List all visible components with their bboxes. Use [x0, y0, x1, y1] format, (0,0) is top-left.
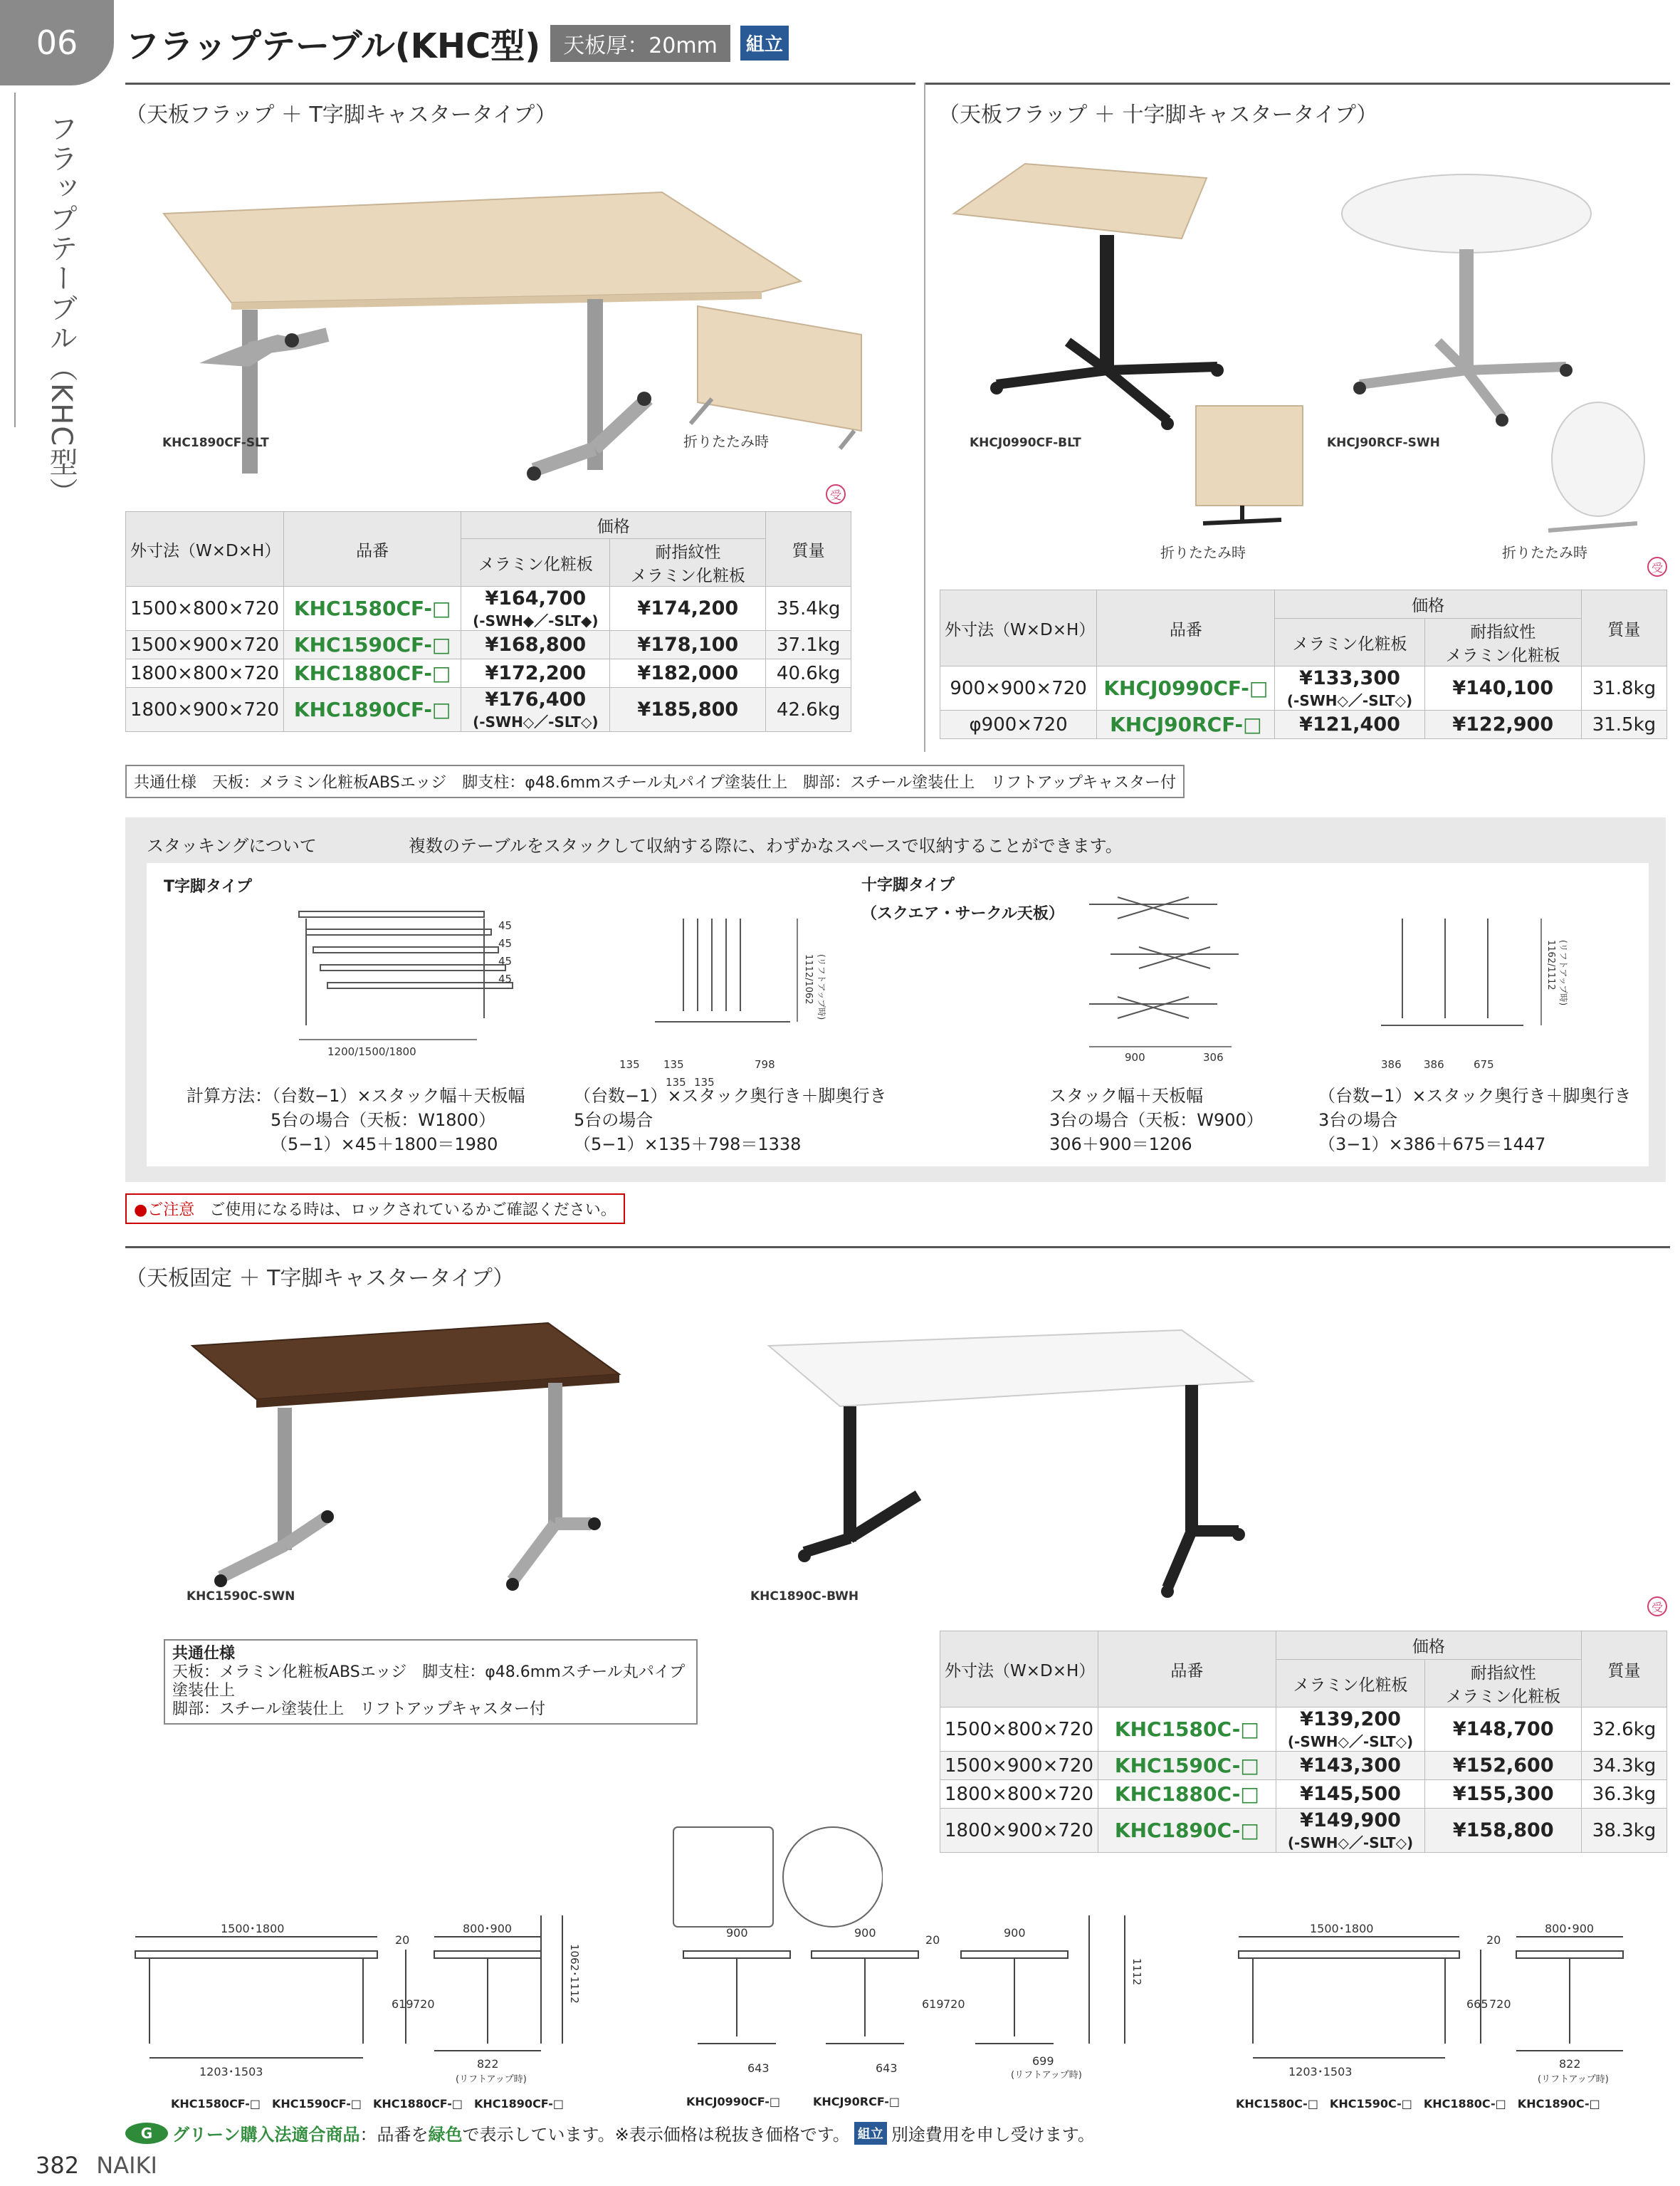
dim-caption-3: KHC1580C-□ KHC1590C-□ KHC1880C-□ KHC1890C-□	[1236, 2097, 1600, 2111]
cell-price-melamine: ¥145,500	[1276, 1780, 1425, 1809]
side-divider	[14, 93, 16, 427]
cell-code: KHC1880C-□	[1098, 1780, 1276, 1809]
dim-label: 643	[876, 2061, 898, 2075]
section-rule-2	[925, 83, 1670, 85]
cell-code: KHC1580CF-□	[284, 587, 461, 631]
common-spec-title: 共通仕様	[172, 1645, 236, 1663]
t-leg-type-label: T字脚タイプ	[164, 878, 252, 896]
dim-label: 20	[395, 1933, 410, 1947]
sec2-price-table	[940, 590, 1667, 739]
dim-drawing-flap-t-leg	[121, 1915, 619, 2093]
cell-size: 900×900×720	[940, 666, 1097, 711]
price-value: ¥133,300	[1299, 666, 1400, 689]
assembly-badge: 組立	[740, 26, 789, 61]
cell-weight: 42.6kg	[766, 688, 851, 732]
dim-45-d: 45	[498, 973, 513, 985]
dim-798: 798	[755, 1058, 775, 1071]
calc-line: （5−1）×135＋798＝1338	[574, 1134, 802, 1154]
cell-weight: 32.6kg	[1582, 1708, 1667, 1752]
cell-size: 1500×900×720	[940, 1752, 1098, 1780]
cell-code: KHC1590C-□	[1098, 1752, 1276, 1780]
dim-label: 665	[1466, 1997, 1489, 2011]
top-view-shapes	[669, 1823, 883, 1930]
cell-weight: 37.1kg	[766, 631, 851, 659]
th-fp-line2: メラミン化粧板	[630, 567, 745, 585]
dim-caption-2a: KHCJ0990CF-□	[686, 2095, 780, 2108]
dim-label: (リフトアップ時)	[1011, 2070, 1082, 2081]
calc-line: 306＋900＝1206	[1049, 1134, 1192, 1154]
dim-label: (リフトアップ時)	[456, 2074, 527, 2085]
assembly-badge-footer: 組立	[854, 2122, 887, 2145]
dim-label: 800･900	[463, 1922, 513, 1935]
sec1-folded-caption: 折りたたみ時	[683, 433, 769, 450]
dim-label: 1203･1503	[199, 2065, 263, 2078]
table-row	[940, 1752, 1667, 1780]
dim-label: 1062･1112	[568, 1944, 581, 2004]
cell-price-melamine	[1275, 666, 1424, 711]
page-title: フラップテーブル(KHC型)	[125, 26, 541, 66]
stacking-title: スタッキングについて	[147, 836, 317, 856]
cell-weight: 38.3kg	[1582, 1809, 1667, 1853]
cell-code: KHC1890CF-□	[284, 688, 461, 732]
sec2-caption-b: KHCJ90RCF-SWH	[1327, 436, 1440, 450]
dim-386-a: 386	[1381, 1058, 1402, 1071]
cell-price-melamine: ¥121,400	[1275, 711, 1424, 739]
cell-price-melamine: ¥172,200	[461, 659, 610, 688]
table-row	[126, 587, 851, 631]
round-table-folded-image	[1538, 399, 1652, 541]
dim-label: 720	[943, 1997, 965, 2011]
sec2-caption-a: KHCJ0990CF-BLT	[970, 436, 1081, 450]
cross-leg-stack-top-diagram	[1082, 883, 1246, 1075]
calc-line: （台数−1）×スタック奥行き＋脚奥行き	[1318, 1086, 1632, 1106]
cross-leg-type-label: 十字脚タイプ	[861, 877, 955, 894]
dim-label: 643	[747, 2061, 770, 2075]
section-rule-3	[125, 1246, 1670, 1248]
dim-label: 1112	[1130, 1958, 1143, 1986]
dim-caption-1: KHC1580CF-□ KHC1590CF-□ KHC1880CF-□ KHC1890CF-□	[171, 2097, 565, 2111]
table-row	[126, 631, 851, 659]
dim-label: 1500･1800	[1310, 1922, 1374, 1935]
t-leg-stack-side-diagram	[285, 890, 541, 1061]
cell-size: 1500×800×720	[126, 587, 284, 631]
cell-size: 1500×800×720	[940, 1708, 1098, 1752]
dim-table-width: 1200/1500/1800	[327, 1045, 416, 1058]
cell-price-fingerprint: ¥178,100	[610, 631, 766, 659]
dim-675: 675	[1474, 1058, 1494, 1071]
calc-t-width	[187, 1084, 525, 1156]
cell-price-melamine: ¥168,800	[461, 631, 610, 659]
dim-label: 900	[726, 1926, 748, 1940]
price-value: ¥149,900	[1300, 1809, 1401, 1831]
calc-line: 5台の場合	[574, 1110, 653, 1130]
table-row	[940, 1708, 1667, 1752]
price-note: (-SWH◆／-SLT◆)	[473, 612, 599, 629]
dim-height-b-note: (リフトアップ時)	[1558, 940, 1568, 1006]
th-fingerprint	[610, 539, 766, 587]
th-code: 品番	[1098, 1631, 1276, 1708]
dim-label: 1203･1503	[1288, 2065, 1353, 2078]
cell-weight: 31.8kg	[1581, 666, 1666, 711]
calc-line: （3−1）×386＋675＝1447	[1318, 1134, 1546, 1154]
price-note: (-SWH◇／-SLT◇)	[473, 713, 599, 731]
th-fp-line1: 耐指紋性	[1470, 623, 1536, 642]
assembly-text: 別途費用を申し受けます。	[891, 2125, 1095, 2145]
cross-leg-stack-side-diagram	[1367, 904, 1580, 1089]
cell-code: KHC1580C-□	[1098, 1708, 1276, 1752]
stacking-description: 複数のテーブルをスタックして収納する際に、わずかなスペースで収納することができます。	[409, 836, 1123, 856]
cell-size: 1500×900×720	[126, 631, 284, 659]
th-size: 外寸法（W×D×H）	[940, 590, 1097, 666]
price-note: (-SWH◇／-SLT◇)	[1287, 1732, 1414, 1750]
sec1-image-caption: KHC1890CF-SLT	[162, 436, 269, 450]
calc-line: 3台の場合	[1318, 1110, 1398, 1130]
cell-code: KHCJ90RCF-□	[1097, 711, 1275, 739]
square-top-shape	[673, 1827, 773, 1927]
dim-135-b: 135	[663, 1058, 684, 1071]
dim-label: 619	[922, 1997, 944, 2011]
calc-line: 5台の場合（天板：W1800）	[271, 1110, 496, 1130]
common-spec-2	[164, 1639, 698, 1725]
cell-weight: 35.4kg	[766, 587, 851, 631]
page-number: 382	[36, 2152, 80, 2179]
th-fp-line1: 耐指紋性	[655, 543, 721, 562]
dim-label: 900	[854, 1926, 876, 1940]
th-fingerprint	[1424, 619, 1581, 666]
calc-t-depth	[574, 1084, 887, 1156]
dim-306: 306	[1203, 1051, 1224, 1064]
cell-weight: 31.5kg	[1581, 711, 1666, 739]
dim-caption-2b: KHCJ90RCF-□	[813, 2095, 901, 2108]
order-made-mark-2: 受	[1647, 557, 1667, 577]
th-code: 品番	[1097, 590, 1275, 666]
th-price: 価格	[1275, 590, 1581, 619]
cell-code: KHC1890C-□	[1098, 1809, 1276, 1853]
th-melamine: メラミン化粧板	[1276, 1660, 1425, 1708]
cell-weight: 36.3kg	[1582, 1780, 1667, 1809]
order-made-mark-1: 受	[826, 484, 846, 504]
dim-45-b: 45	[498, 937, 513, 950]
calc-line: （台数−1）×スタック奥行き＋脚奥行き	[574, 1086, 887, 1106]
calc-line: スタック幅＋天板幅	[1049, 1086, 1203, 1106]
dim-label: 619	[392, 1997, 414, 2011]
dim-height-a-note: (リフトアップ時)	[817, 954, 826, 1020]
sec1-title: （天板フラップ ＋ T字脚キャスタータイプ）	[125, 103, 557, 127]
dim-135-a: 135	[619, 1058, 640, 1071]
dim-label: 1500･1800	[221, 1922, 285, 1935]
dim-label: 20	[925, 1933, 940, 1947]
brand-name: NAIKI	[96, 2152, 157, 2179]
cell-code: KHC1880CF-□	[284, 659, 461, 688]
sec2-title: （天板フラップ ＋ 十字脚キャスタータイプ）	[938, 103, 1378, 127]
caution-label: ●ご注意	[134, 1201, 195, 1219]
common-spec-1: 共通仕様 天板：メラミン化粧板ABSエッジ 脚支柱：φ48.6mmスチール丸パイプ塗装仕上 脚部：スチール塗装仕上 リフトアップキャスター付	[125, 765, 1185, 798]
common-spec-line: 天板：メラミン化粧板ABSエッジ 脚支柱：φ48.6mmスチール丸パイプ塗装仕上	[172, 1663, 686, 1700]
thickness-badge: 天板厚：20mm	[550, 25, 730, 62]
cell-price-melamine	[461, 587, 610, 631]
cell-size: 1800×800×720	[126, 659, 284, 688]
caution-box	[125, 1193, 625, 1224]
round-top-shape	[783, 1827, 883, 1927]
cell-price-fingerprint: ¥148,700	[1425, 1708, 1582, 1752]
table-row	[940, 666, 1667, 711]
sec3-caption-a: KHC1590C-SWN	[187, 1589, 295, 1604]
cell-size: 1800×800×720	[940, 1780, 1098, 1809]
fixed-table-white-image	[755, 1324, 1267, 1609]
calc-cross-width	[1049, 1084, 1264, 1156]
th-weight: 質量	[766, 512, 851, 587]
price-value: ¥139,200	[1300, 1708, 1401, 1730]
cross-leg-type-sub: （スクエア・サークル天板）	[861, 905, 1064, 923]
th-code: 品番	[284, 512, 461, 587]
column-divider	[924, 83, 925, 752]
calc-cross-depth	[1318, 1084, 1632, 1156]
calc-line: 計算方法：（台数−1）×スタック幅＋天板幅	[187, 1086, 525, 1106]
th-melamine: メラミン化粧板	[1275, 619, 1424, 666]
green-label: グリーン購入法適合商品	[172, 2125, 360, 2145]
square-cross-leg-table-image	[947, 157, 1232, 434]
cell-price-fingerprint: ¥152,600	[1425, 1752, 1582, 1780]
cell-size: 1800×900×720	[940, 1809, 1098, 1853]
dim-height-b: 1162/1112	[1545, 940, 1556, 990]
dim-label: 20	[1486, 1933, 1501, 1947]
calc-line: （5−1）×45＋1800＝1980	[271, 1134, 498, 1154]
page-header	[125, 19, 789, 68]
cell-size: φ900×720	[940, 711, 1097, 739]
sec3-caption-b: KHC1890C-BWH	[750, 1589, 859, 1604]
cell-code: KHCJ0990CF-□	[1097, 666, 1275, 711]
cell-weight: 40.6kg	[766, 659, 851, 688]
sec1-price-table	[125, 511, 851, 732]
price-note: (-SWH◇／-SLT◇)	[1286, 691, 1413, 709]
sec3-price-table	[940, 1631, 1667, 1853]
dim-drawing-fixed-t-leg	[1224, 1915, 1652, 2093]
dim-label: 800･900	[1545, 1922, 1595, 1935]
sec2-folded-caption-a: 折りたたみ時	[1160, 544, 1246, 561]
cell-size: 1800×900×720	[126, 688, 284, 732]
dim-45-c: 45	[498, 955, 513, 968]
dim-label: 822	[477, 2057, 499, 2071]
th-size: 外寸法（W×D×H）	[940, 1631, 1098, 1708]
cell-code: KHC1590CF-□	[284, 631, 461, 659]
dim-135-c: 135	[666, 1076, 686, 1089]
section-rule-1	[125, 83, 915, 85]
green-text: ：品番を	[359, 2125, 429, 2145]
cell-price-fingerprint: ¥182,000	[610, 659, 766, 688]
cell-price-fingerprint: ¥185,800	[610, 688, 766, 732]
round-cross-leg-table-image	[1331, 171, 1602, 434]
th-weight: 質量	[1581, 590, 1666, 666]
table-row	[126, 688, 851, 732]
table-row	[940, 711, 1667, 739]
green-purchase-note	[125, 2120, 1095, 2145]
page-footer	[36, 2152, 157, 2179]
dim-135-d: 135	[694, 1076, 715, 1089]
dim-900: 900	[1125, 1051, 1145, 1064]
cell-price-fingerprint: ¥174,200	[610, 587, 766, 631]
th-price: 価格	[1276, 1631, 1581, 1660]
fixed-table-walnut-image	[185, 1317, 641, 1602]
dim-label: 822	[1559, 2057, 1581, 2071]
side-label: フラップテーブル（KHC型）	[45, 114, 78, 508]
th-fp-line1: 耐指紋性	[1470, 1664, 1536, 1683]
dim-label: 720	[1489, 1997, 1511, 2011]
dim-height-a: 1112/1062	[803, 954, 814, 1005]
square-table-folded-image	[1182, 399, 1310, 534]
t-leg-stack-front-diagram	[605, 904, 840, 1089]
th-fingerprint	[1425, 1660, 1582, 1708]
th-fp-line2: メラミン化粧板	[1446, 1688, 1561, 1706]
cell-price-melamine	[461, 688, 610, 732]
dim-label: (リフトアップ時)	[1538, 2074, 1609, 2085]
dim-45-a: 45	[498, 919, 513, 932]
th-price: 価格	[461, 512, 766, 539]
cell-price-fingerprint: ¥155,300	[1425, 1780, 1582, 1809]
cell-price-melamine	[1276, 1809, 1425, 1853]
th-weight: 質量	[1582, 1631, 1667, 1708]
common-spec-line: 脚部：スチール塗装仕上 リフトアップキャスター付	[172, 1700, 546, 1718]
price-value: ¥176,400	[485, 688, 587, 711]
dim-drawing-cross-leg	[669, 1915, 1175, 2093]
price-value: ¥164,700	[485, 587, 587, 610]
order-made-mark-3: 受	[1647, 1596, 1667, 1616]
green-text: で表示しています。※表示価格は税抜き価格です。	[462, 2125, 850, 2145]
th-size: 外寸法（W×D×H）	[126, 512, 284, 587]
cell-price-melamine	[1276, 1708, 1425, 1752]
sec2-folded-caption-b: 折りたたみ時	[1502, 544, 1587, 561]
cell-price-fingerprint: ¥158,800	[1425, 1809, 1582, 1853]
green-word: 緑色	[428, 2125, 463, 2145]
cell-price-melamine: ¥143,300	[1276, 1752, 1425, 1780]
th-fp-line2: メラミン化粧板	[1445, 647, 1560, 665]
dim-label: 900	[1004, 1926, 1026, 1940]
cell-price-fingerprint: ¥122,900	[1424, 711, 1581, 739]
green-mark-icon: G	[125, 2123, 168, 2144]
table-row	[940, 1809, 1667, 1853]
dim-label: 720	[413, 1997, 435, 2011]
table-row	[126, 659, 851, 688]
table-row	[940, 1780, 1667, 1809]
cell-weight: 34.3kg	[1582, 1752, 1667, 1780]
price-note: (-SWH◇／-SLT◇)	[1287, 1834, 1414, 1851]
th-melamine: メラミン化粧板	[461, 539, 610, 587]
section-number: 06	[36, 23, 78, 62]
caution-text: ご使用になる時は、ロックされているかご確認ください。	[209, 1201, 616, 1219]
calc-line: 3台の場合（天板：W900）	[1049, 1110, 1264, 1130]
cell-price-fingerprint: ¥140,100	[1424, 666, 1581, 711]
dim-386-b: 386	[1424, 1058, 1444, 1071]
section-number-tab	[0, 0, 114, 85]
sec3-title: （天板固定 ＋ T字脚キャスタータイプ）	[125, 1266, 515, 1291]
dim-label: 699	[1032, 2054, 1054, 2068]
